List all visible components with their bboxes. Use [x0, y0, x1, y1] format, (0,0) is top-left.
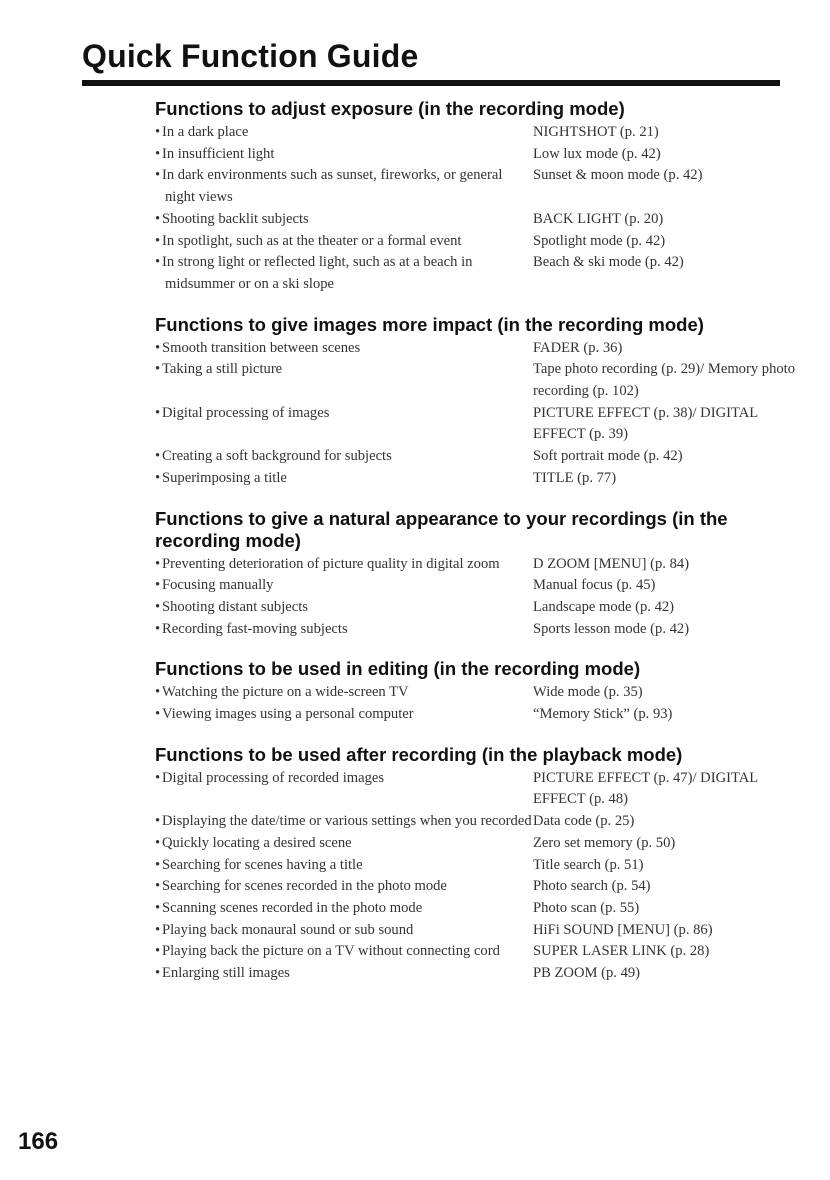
guide-row: [155, 920, 795, 942]
function-ref: D ZOOM [MENU] (p. 84): [533, 555, 690, 572]
task-text: • In insufficient light: [155, 144, 533, 166]
function-ref: BACK LIGHT (p. 20): [533, 210, 664, 227]
function-ref: Photo search (p. 54): [533, 878, 651, 895]
guide-row: [155, 833, 795, 855]
task-text: • Viewing images using a personal computer: [155, 704, 533, 726]
function-ref: PICTURE EFFECT (p. 38)/ DIGITAL EFFECT (p. 39): [533, 404, 758, 443]
guide-row: [155, 122, 795, 144]
guide-row: [155, 963, 795, 985]
section-heading: Functions to give images more impact (in the recording mode): [155, 313, 704, 335]
guide-row: [155, 403, 795, 446]
section-impact: [155, 314, 795, 490]
guide-row: [155, 446, 795, 468]
function-ref: SUPER LASER LINK (p. 28): [533, 943, 710, 960]
guide-row: [155, 554, 795, 576]
function-ref: Spotlight mode (p. 42): [533, 232, 666, 249]
function-ref: Sunset & moon mode (p. 42): [533, 167, 703, 184]
function-ref: Photo scan (p. 55): [533, 899, 640, 916]
section-heading: Functions to be used in editing (in the recording mode): [155, 658, 641, 680]
guide-row: [155, 597, 795, 619]
function-ref: Soft portrait mode (p. 42): [533, 448, 683, 465]
task-text: • Recording fast-moving subjects: [155, 619, 533, 641]
function-ref: PB ZOOM (p. 49): [533, 965, 641, 982]
function-ref: Low lux mode (p. 42): [533, 145, 661, 162]
guide-row: [155, 252, 795, 295]
task-text: • In dark environments such as sunset, fireworks, or general night views: [155, 165, 533, 208]
section-editing: [155, 658, 795, 725]
guide-row: [155, 811, 795, 833]
guide-row: [155, 704, 795, 726]
function-ref: Manual focus (p. 45): [533, 577, 656, 594]
task-text: • Watching the picture on a wide-screen TV: [155, 682, 533, 704]
guide-row: [155, 359, 795, 402]
function-ref: Beach & ski mode (p. 42): [533, 254, 684, 271]
guide-row: [155, 468, 795, 490]
guide-row: [155, 876, 795, 898]
function-ref: Tape photo recording (p. 29)/ Memory photo recording (p. 102): [533, 361, 796, 400]
task-text: • Enlarging still images: [155, 963, 533, 985]
task-text: • In strong light or reflected light, such as at a beach in midsummer or on a ski slope: [155, 252, 533, 295]
page-title: Quick Function Guide: [82, 38, 419, 74]
guide-row: [155, 575, 795, 597]
task-text: • Digital processing of recorded images: [155, 768, 533, 790]
section-natural-appearance: [155, 508, 795, 641]
guide-row: [155, 619, 795, 641]
task-text: • In a dark place: [155, 122, 533, 144]
task-text: • Playing back the picture on a TV without connecting cord: [155, 941, 533, 963]
page-number: 166: [18, 1128, 59, 1155]
task-text: • Shooting distant subjects: [155, 597, 533, 619]
guide-row: [155, 768, 795, 811]
function-ref: Wide mode (p. 35): [533, 684, 643, 701]
task-text: • Superimposing a title: [155, 468, 533, 490]
function-ref: Title search (p. 51): [533, 856, 644, 873]
guide-row: [155, 682, 795, 704]
task-text: • Digital processing of images: [155, 403, 533, 425]
task-text: • Quickly locating a desired scene: [155, 833, 533, 855]
task-text: • Searching for scenes recorded in the photo mode: [155, 876, 533, 898]
function-ref: Zero set memory (p. 50): [533, 834, 676, 851]
task-text: • Playing back monaural sound or sub sound: [155, 920, 533, 942]
function-ref: TITLE (p. 77): [533, 469, 617, 486]
guide-row: [155, 209, 795, 231]
task-text: • In spotlight, such as at the theater or a formal event: [155, 231, 533, 253]
task-text: • Smooth transition between scenes: [155, 338, 533, 360]
task-text: • Searching for scenes having a title: [155, 855, 533, 877]
task-text: • Displaying the date/time or various settings when you recorded: [155, 811, 533, 833]
function-ref: NIGHTSHOT (p. 21): [533, 124, 659, 140]
task-text: • Preventing deterioration of picture quality in digital zoom: [155, 554, 533, 576]
guide-row: [155, 231, 795, 253]
guide-row: [155, 144, 795, 166]
function-ref: HiFi SOUND [MENU] (p. 86): [533, 921, 713, 938]
section-heading: Functions to be used after recording (in the playback mode): [155, 743, 683, 765]
task-text: • Focusing manually: [155, 575, 533, 597]
function-ref: FADER (p. 36): [533, 339, 623, 356]
guide-row: [155, 898, 795, 920]
task-text: • Creating a soft background for subjects: [155, 446, 533, 468]
task-text: • Shooting backlit subjects: [155, 209, 533, 231]
function-ref: Sports lesson mode (p. 42): [533, 620, 690, 637]
title-rule: [82, 80, 780, 86]
section-heading: Functions to adjust exposure (in the recording mode): [155, 98, 625, 119]
guide-row: [155, 338, 795, 360]
guide-row: [155, 941, 795, 963]
section-playback: [155, 744, 795, 985]
section-exposure: [155, 98, 795, 296]
function-ref: PICTURE EFFECT (p. 47)/ DIGITAL EFFECT (p. 48): [533, 769, 758, 808]
function-guide: [155, 98, 795, 1003]
function-ref: Landscape mode (p. 42): [533, 598, 675, 615]
guide-row: [155, 165, 795, 208]
function-ref: Data code (p. 25): [533, 813, 635, 830]
section-heading: Functions to give a natural appearance to your recordings (in the recording mode): [155, 507, 728, 551]
task-text: • Taking a still picture: [155, 359, 533, 381]
guide-row: [155, 855, 795, 877]
function-ref: “Memory Stick” (p. 93): [533, 706, 673, 723]
task-text: • Scanning scenes recorded in the photo mode: [155, 898, 533, 920]
